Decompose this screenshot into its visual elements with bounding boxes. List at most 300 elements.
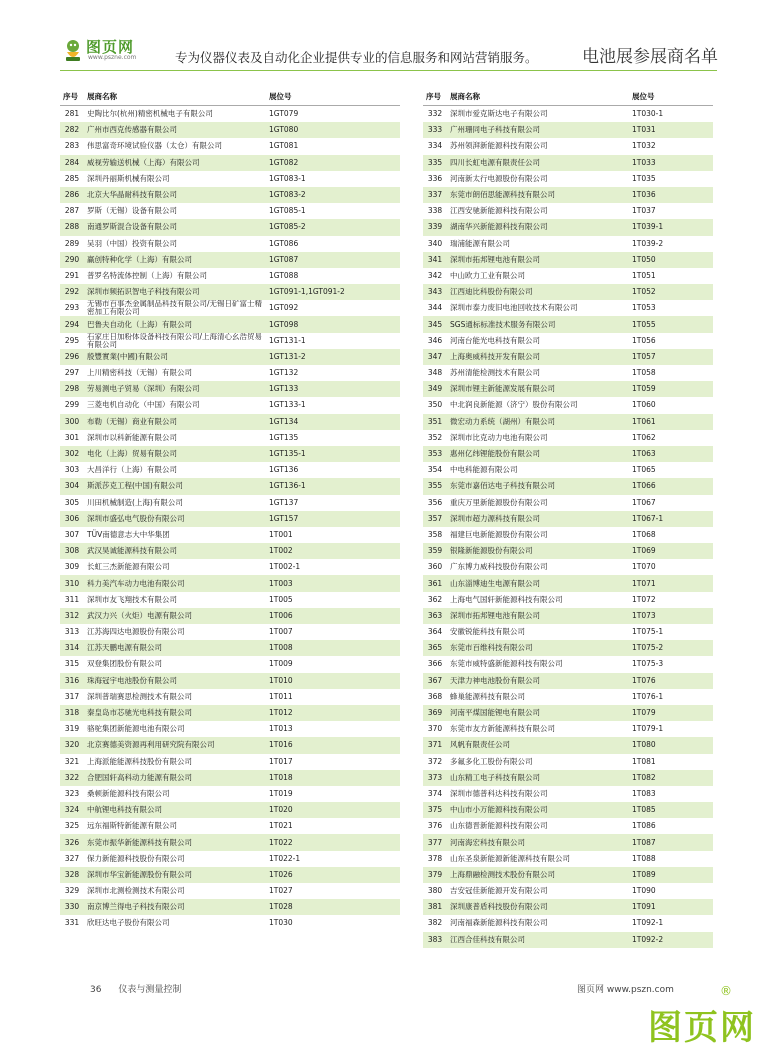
row-number: 284 <box>60 155 84 171</box>
table-row <box>423 106 713 123</box>
booth-number: 1T018 <box>266 770 400 786</box>
booth-number: 1T016 <box>266 737 400 753</box>
booth-number: 1T026 <box>266 867 400 883</box>
table-row <box>423 187 713 203</box>
row-number: 324 <box>60 802 84 818</box>
booth-number: 1GT157 <box>266 511 400 527</box>
exhibitor-name: SGS通标标准技术服务有限公司 <box>447 316 629 332</box>
booth-number: 1GT133-1 <box>269 400 306 410</box>
booth-number: 1T075-1 <box>632 627 664 637</box>
row-number: 372 <box>427 756 443 766</box>
exhibitor-name: 河南新太行电源股份有限公司 <box>450 173 548 183</box>
exhibitor-name: 深圳康普盾科技股份有限公司 <box>447 899 629 915</box>
exhibitor-name: 北京赛德美资源再利用研究院有限公司 <box>84 737 266 753</box>
exhibitor-name: 武汉力兴（火炬）电源有限公司 <box>84 608 266 624</box>
booth-number: 1T069 <box>629 543 713 559</box>
row-number: 293 <box>64 303 80 313</box>
table-row <box>60 754 400 770</box>
booth-number: 1T032 <box>632 141 656 151</box>
booth-number: 1GT080 <box>266 122 400 138</box>
table-row <box>60 187 400 203</box>
exhibitor-name: 欣旺达电子股份有限公司 <box>87 918 170 928</box>
booth-number: 1T002 <box>266 543 400 559</box>
table-row <box>60 349 400 365</box>
booth-number: 1T022-1 <box>269 853 301 863</box>
table-row <box>60 219 400 235</box>
table-row <box>60 818 400 834</box>
table-row <box>423 818 713 834</box>
table-row <box>423 300 713 316</box>
table-row <box>423 754 713 770</box>
booth-number: 1GT137 <box>269 497 299 507</box>
exhibitor-name: 石家庄日加粉体设备科技有限公司/上海清心幺浩贸易有限公司 <box>87 332 263 349</box>
booth-number: 1T005 <box>269 594 293 604</box>
exhibitor-name: 赢创特种化学（上海）有限公司 <box>84 252 266 268</box>
row-number: 367 <box>423 673 447 689</box>
table-row <box>423 737 713 753</box>
exhibitor-name: 东莞市朗佰思能源科技有限公司 <box>447 187 629 203</box>
table-row <box>423 252 713 268</box>
table-row <box>60 430 400 446</box>
table-row <box>423 511 713 527</box>
row-number: 379 <box>423 867 447 883</box>
table-row <box>423 495 713 511</box>
column-header-booth: 展位号 <box>629 87 713 106</box>
table-row <box>423 203 713 219</box>
table-row <box>423 284 713 300</box>
row-number: 291 <box>64 270 80 280</box>
logo-text: 图页网 <box>86 38 135 56</box>
table-row <box>60 770 400 786</box>
row-number: 357 <box>423 511 447 527</box>
table-row <box>423 333 713 349</box>
row-number: 363 <box>423 608 447 624</box>
row-number: 305 <box>64 497 80 507</box>
table-row <box>60 365 400 381</box>
table-row <box>60 478 400 494</box>
table-row <box>423 770 713 786</box>
exhibitor-name: 苏州领湃新能源科技有限公司 <box>450 141 548 151</box>
exhibitor-name: 瑞浦能源有限公司 <box>450 238 510 248</box>
row-number: 337 <box>423 187 447 203</box>
row-number: 374 <box>427 788 443 798</box>
booth-number: 1T001 <box>269 529 293 539</box>
table-row <box>60 608 400 624</box>
row-number: 369 <box>423 705 447 721</box>
booth-number: 1T085 <box>629 802 713 818</box>
exhibitor-name: 上川精密科技（无锡）有限公司 <box>87 368 192 378</box>
exhibitor-name: 苏州清能检测技术有限公司 <box>450 368 540 378</box>
row-number: 327 <box>64 853 80 863</box>
table-row <box>423 851 713 867</box>
booth-number: 1T075-2 <box>629 640 713 656</box>
booth-number: 1T062 <box>632 432 656 442</box>
booth-number: 1T030 <box>269 918 293 928</box>
row-number: 320 <box>60 737 84 753</box>
booth-number: 1T035 <box>632 173 656 183</box>
booth-number: 1GT098 <box>266 316 400 332</box>
exhibitor-name: 保力新能源科技股份有限公司 <box>87 853 185 863</box>
table-row <box>60 381 400 397</box>
booth-number: 1T088 <box>632 853 656 863</box>
exhibitor-name: 河南福森新能源科技有限公司 <box>450 918 548 928</box>
exhibitor-name: 吉安冠佳新能源开发有限公司 <box>450 886 548 896</box>
column-header-no: 序号 <box>60 87 84 106</box>
booth-number: 1T076 <box>629 673 713 689</box>
table-row <box>60 495 400 511</box>
table-row <box>423 122 713 138</box>
row-number: 368 <box>427 691 443 701</box>
exhibitor-name: 深圳市盛弘电气股份有限公司 <box>84 511 266 527</box>
table-row <box>423 721 713 737</box>
row-number: 345 <box>423 316 447 332</box>
table-row <box>60 721 400 737</box>
booth-number: 1GT131-2 <box>266 349 400 365</box>
exhibitor-name: 福建巨电新能源股份有限公司 <box>450 529 548 539</box>
table-row <box>423 867 713 883</box>
row-number: 354 <box>427 465 443 475</box>
table-row <box>423 219 713 235</box>
exhibitor-name: 深圳市超力源科技有限公司 <box>447 511 629 527</box>
booth-number: 1T083 <box>632 788 656 798</box>
row-number: 351 <box>423 414 447 430</box>
booth-number: 1GT136 <box>269 465 299 475</box>
table-row <box>423 786 713 802</box>
table-row <box>60 673 400 689</box>
header-divider <box>60 70 717 71</box>
table-row <box>423 624 713 640</box>
booth-number: 1T092-2 <box>629 932 713 948</box>
watermark-logo: 图页网 <box>648 1008 756 1048</box>
booth-number: 1GT087 <box>266 252 400 268</box>
exhibitor-name: 四川长虹电源有限责任公司 <box>447 155 629 171</box>
exhibitor-name: 广州市西克传感器有限公司 <box>84 122 266 138</box>
column-header-no: 序号 <box>423 87 447 106</box>
booth-number: 1GT133 <box>266 381 400 397</box>
exhibitor-name: 深圳普瑞赛思检测技术有限公司 <box>87 691 192 701</box>
booth-number: 1T063 <box>629 446 713 462</box>
row-number: 322 <box>60 770 84 786</box>
exhibitor-name: 湖南华兴新能源科技有限公司 <box>447 219 629 235</box>
booth-number: 1T087 <box>629 834 713 850</box>
exhibitor-name: 罗斯（无锡）设备有限公司 <box>87 206 177 216</box>
booth-number: 1GT085-1 <box>269 206 306 216</box>
exhibitor-name: 深圳市拓邦锂电池有限公司 <box>447 608 629 624</box>
row-number: 355 <box>423 478 447 494</box>
table-row <box>60 511 400 527</box>
table-row <box>60 737 400 753</box>
table-row <box>60 171 400 187</box>
table-row <box>423 155 713 171</box>
row-number: 299 <box>64 400 80 410</box>
table-row <box>60 867 400 883</box>
exhibitor-name: 东莞市友方新能源科技有限公司 <box>450 724 555 734</box>
row-number: 312 <box>60 608 84 624</box>
page-number: 36 <box>90 985 102 995</box>
header-slogan: 专为仪器仪表及自动化企业提供专业的信息服务和网站营销服务。 <box>175 50 538 65</box>
exhibitor-name: 山东圣泉新能源新能源科技有限公司 <box>450 853 570 863</box>
exhibitor-name: 中电科能源有限公司 <box>450 465 518 475</box>
table-header-row <box>60 87 400 106</box>
exhibitor-name: 东莞市百维科技有限公司 <box>447 640 629 656</box>
exhibitor-name: 双登集团股份有限公司 <box>87 659 162 669</box>
exhibitor-name: 南通罗斯混合设备有限公司 <box>84 219 266 235</box>
row-number: 302 <box>60 446 84 462</box>
table-row <box>60 527 400 543</box>
row-number: 380 <box>427 886 443 896</box>
table-row <box>60 786 400 802</box>
exhibitor-name: 合肥国轩高科动力能源有限公司 <box>84 770 266 786</box>
booth-number: 1GT083-1 <box>269 173 306 183</box>
table-row <box>60 851 400 867</box>
table-row <box>60 252 400 268</box>
row-number: 353 <box>423 446 447 462</box>
table-row <box>60 284 400 300</box>
exhibitor-name: 深圳市华宝新能源股份有限公司 <box>84 867 266 883</box>
table-row <box>423 834 713 850</box>
exhibitor-name: 中北润良新能源（济宁）股份有限公司 <box>450 400 578 410</box>
row-number: 342 <box>427 270 443 280</box>
row-number: 347 <box>423 349 447 365</box>
exhibitor-name: 河南海宏科技有限公司 <box>447 834 629 850</box>
exhibitor-name: 吴羽（中国）投资有限公司 <box>87 238 177 248</box>
booth-number: 1T011 <box>269 691 293 701</box>
table-row <box>423 932 713 948</box>
booth-number: 1T092-1 <box>632 918 664 928</box>
row-number: 297 <box>64 368 80 378</box>
row-number: 362 <box>427 594 443 604</box>
table-row <box>423 349 713 365</box>
exhibitor-name: 深圳市泰力废旧电池回收技术有限公司 <box>450 303 578 313</box>
exhibitor-name: 中山欧力工业有限公司 <box>450 270 525 280</box>
registered-mark: ® <box>720 984 732 998</box>
exhibitor-name: 北京大华晶耐科技有限公司 <box>84 187 266 203</box>
exhibitor-name: 深圳市比克动力电池有限公司 <box>450 432 548 442</box>
row-number: 295 <box>64 335 80 345</box>
exhibitor-name: 秦皇岛市芯驰光电科技有限公司 <box>84 705 266 721</box>
table-row <box>60 883 400 899</box>
booth-number: 1GT082 <box>266 155 400 171</box>
exhibitor-name: 天津力神电池股份有限公司 <box>447 673 629 689</box>
row-number: 313 <box>64 627 80 637</box>
booth-number: 1T021 <box>269 821 293 831</box>
row-number: 381 <box>423 899 447 915</box>
table-row <box>60 915 400 931</box>
exhibitor-name: 重庆万里新能源股份有限公司 <box>450 497 548 507</box>
table-row <box>423 559 713 575</box>
table-row <box>60 705 400 721</box>
exhibitor-name: 大昌洋行（上海）有限公司 <box>87 465 177 475</box>
booth-number: 1GT132 <box>269 368 299 378</box>
row-number: 356 <box>427 497 443 507</box>
exhibitor-name: 电化（上海）贸易有限公司 <box>84 446 266 462</box>
row-number: 282 <box>60 122 84 138</box>
booth-number: 1T061 <box>629 414 713 430</box>
booth-number: 1T033 <box>629 155 713 171</box>
row-number: 318 <box>60 705 84 721</box>
row-number: 300 <box>60 414 84 430</box>
table-row <box>60 834 400 850</box>
booth-number: 1GT079 <box>269 109 299 119</box>
row-number: 311 <box>64 594 80 604</box>
table-row <box>423 365 713 381</box>
table-row <box>60 397 400 413</box>
row-number: 364 <box>427 627 443 637</box>
exhibitor-name: 南京博兰得电子科技有限公司 <box>84 899 266 915</box>
booth-number: 1T037 <box>632 206 656 216</box>
table-row <box>423 138 713 154</box>
row-number: 332 <box>427 109 443 119</box>
table-row <box>60 899 400 915</box>
row-number: 323 <box>64 788 80 798</box>
booth-number: 1GT088 <box>269 270 299 280</box>
booth-number: 1GT081 <box>269 141 299 151</box>
column-header-name: 展商名称 <box>447 87 629 106</box>
row-number: 383 <box>423 932 447 948</box>
table-row <box>60 559 400 575</box>
row-number: 304 <box>60 478 84 494</box>
exhibitor-name: 深圳市友飞翔技术有限公司 <box>87 594 177 604</box>
row-number: 287 <box>64 206 80 216</box>
exhibitor-name: 微宏动力系统（湖州）有限公司 <box>447 414 629 430</box>
row-number: 319 <box>64 724 80 734</box>
exhibitor-name: 中航锂电科技有限公司 <box>84 802 266 818</box>
exhibitor-name: 山东德晋新能源科技有限公司 <box>450 821 548 831</box>
table-row <box>60 155 400 171</box>
table-row <box>60 689 400 705</box>
logo-url: www.pszne.com <box>88 54 137 61</box>
exhibitor-name: 惠州亿纬锂能股份有限公司 <box>447 446 629 462</box>
exhibitor-name: 河南平煤国能锂电有限公司 <box>447 705 629 721</box>
row-number: 303 <box>64 465 80 475</box>
booth-number: 1T039-1 <box>629 219 713 235</box>
exhibitor-name: 江西迪比科股份有限公司 <box>447 284 629 300</box>
exhibitor-name: 上海电气国轩新能源科技有限公司 <box>450 594 563 604</box>
exhibitor-name: TÜV南德意志大中华集团 <box>87 529 170 539</box>
table-row <box>423 236 713 252</box>
table-row <box>423 592 713 608</box>
row-number: 290 <box>60 252 84 268</box>
site-logo <box>62 38 142 64</box>
booth-number: 1T002-1 <box>269 562 301 572</box>
exhibitor-name: 江西合佳科技有限公司 <box>447 932 629 948</box>
booth-number: 1T051 <box>632 270 656 280</box>
table-row <box>60 236 400 252</box>
column-header-name: 展商名称 <box>84 87 266 106</box>
column-header-booth: 展位号 <box>266 87 400 106</box>
table-row <box>60 446 400 462</box>
exhibitor-name: 伟思富奇环境试验仪器（太仓）有限公司 <box>87 141 222 151</box>
table-row <box>423 171 713 187</box>
exhibitor-name: 深圳市拓邦锂电池有限公司 <box>447 252 629 268</box>
booth-number: 1GT131-1 <box>269 335 306 345</box>
exhibitor-name: 安徽锐能科技有限公司 <box>450 627 525 637</box>
exhibitor-name: 深圳丹丽斯机械有限公司 <box>87 173 170 183</box>
row-number: 286 <box>60 187 84 203</box>
row-number: 331 <box>64 918 80 928</box>
row-number: 339 <box>423 219 447 235</box>
booth-number: 1GT135 <box>269 432 299 442</box>
booth-number: 1T089 <box>629 867 713 883</box>
exhibitor-name: 上海派能能源科技股份有限公司 <box>87 756 192 766</box>
table-row <box>60 414 400 430</box>
exhibitor-name: 上海鼎融检测技术股份有限公司 <box>447 867 629 883</box>
row-number: 377 <box>423 834 447 850</box>
booth-number: 1T039-2 <box>632 238 664 248</box>
row-number: 301 <box>64 432 80 442</box>
row-number: 307 <box>64 529 80 539</box>
row-number: 315 <box>64 659 80 669</box>
table-row <box>423 575 713 591</box>
booth-number: 1T006 <box>266 608 400 624</box>
row-number: 316 <box>60 673 84 689</box>
exhibitor-name: 东莞市嘉佰达电子科技有限公司 <box>447 478 629 494</box>
row-number: 317 <box>64 691 80 701</box>
booth-number: 1GT085-2 <box>266 219 400 235</box>
exhibitor-name: 广东博力威科技股份有限公司 <box>450 562 548 572</box>
booth-number: 1T060 <box>632 400 656 410</box>
booth-number: 1T072 <box>632 594 656 604</box>
exhibitor-name: 骆驼集团新能源电池有限公司 <box>87 724 185 734</box>
table-row <box>423 414 713 430</box>
booth-number: 1T086 <box>632 821 656 831</box>
booth-number: 1T071 <box>629 575 713 591</box>
table-row <box>60 624 400 640</box>
table-row <box>423 381 713 397</box>
booth-number: 1T059 <box>629 381 713 397</box>
table-row <box>423 478 713 494</box>
booth-number: 1T076-1 <box>632 691 664 701</box>
row-number: 294 <box>60 316 84 332</box>
table-row <box>60 592 400 608</box>
row-number: 296 <box>60 349 84 365</box>
booth-number: 1T066 <box>629 478 713 494</box>
exhibitor-name: 山东淄博迪生电源有限公司 <box>447 575 629 591</box>
exhibitor-name: 武汉昊诚能源科技有限公司 <box>84 543 266 559</box>
table-row <box>60 333 400 349</box>
exhibitor-name: 普罗名特流体控制（上海）有限公司 <box>87 270 207 280</box>
row-number: 333 <box>423 122 447 138</box>
row-number: 373 <box>423 770 447 786</box>
table-row <box>423 673 713 689</box>
exhibitor-name: 深圳市爱克斯达电子有限公司 <box>450 109 548 119</box>
table-header-row <box>423 87 713 106</box>
magazine-name: 仪表与测量控制 <box>118 985 182 995</box>
row-number: 285 <box>64 173 80 183</box>
exhibitor-name: 深圳市锂主新能源发展有限公司 <box>447 381 629 397</box>
row-number: 370 <box>427 724 443 734</box>
row-number: 326 <box>60 834 84 850</box>
row-number: 292 <box>60 284 84 300</box>
table-row <box>60 300 400 316</box>
booth-number: 1T057 <box>629 349 713 365</box>
table-row <box>423 268 713 284</box>
exhibitor-name: 史陶比尔(杭州)精密机械电子有限公司 <box>87 109 213 119</box>
row-number: 352 <box>427 432 443 442</box>
booth-number: 1T058 <box>632 368 656 378</box>
booth-number: 1T003 <box>266 575 400 591</box>
row-number: 329 <box>64 886 80 896</box>
table-row <box>423 899 713 915</box>
booth-number: 1GT086 <box>269 238 299 248</box>
booth-number: 1T073 <box>629 608 713 624</box>
page-title: 电池展参展商名单 <box>582 47 718 67</box>
table-row <box>423 689 713 705</box>
table-row <box>60 203 400 219</box>
exhibitor-name: 东莞市威特盛新能源科技有限公司 <box>450 659 563 669</box>
exhibitor-name: 中山市小万能源科技有限公司 <box>447 802 629 818</box>
table-row <box>423 640 713 656</box>
